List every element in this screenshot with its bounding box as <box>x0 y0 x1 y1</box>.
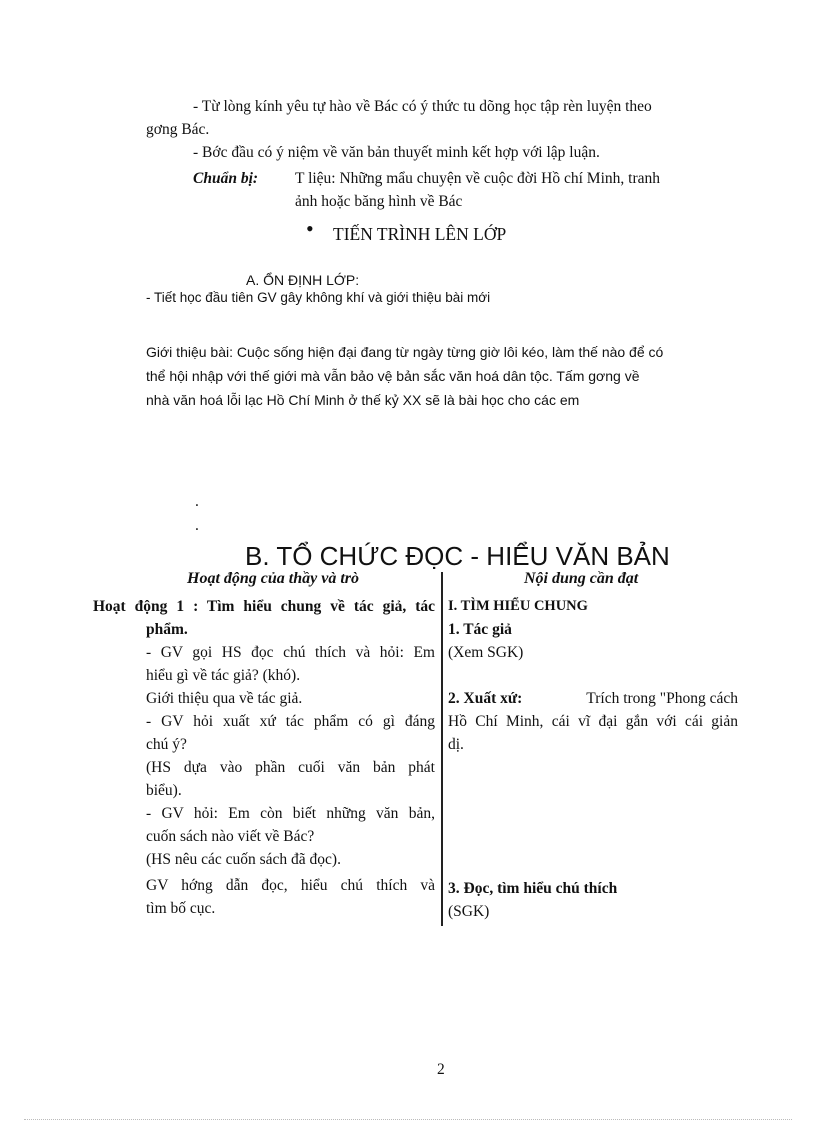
col-left-header: Hoạt động của thầy và trò <box>187 570 360 587</box>
left-line-10: (HS nêu các cuốn sách đã đọc). <box>146 851 341 868</box>
right-reading-heading: 3. Đọc, tìm hiểu chú thích <box>448 880 618 897</box>
left-line-8: - GV hỏi: Em còn biết những văn bản, <box>146 805 435 822</box>
page-bottom-rule <box>24 1119 792 1120</box>
progress-title: TIẾN TRÌNH LÊN LỚP <box>333 224 507 244</box>
prep-line-1: T liệu: Những mẩu chuyện về cuộc đời Hồ chí Minh, tranh <box>295 170 660 187</box>
intro-lesson-line-1: Giới thiệu bài: Cuộc sống hiện đại đang từ ngày từng giờ lôi kéo, làm thế nào để có <box>146 344 664 360</box>
left-line-6: (HS dựa vào phần cuối văn bản phát <box>146 759 435 776</box>
section-a-line: - Tiết học đầu tiên GV gây không khí và giới thiệu bài mới <box>146 290 491 305</box>
right-origin-text-3: dị. <box>448 736 464 753</box>
right-origin-label: 2. Xuất xứ: <box>448 690 523 707</box>
prep-line-2: ảnh hoặc băng hình về Bác <box>295 193 463 210</box>
intro-line-2: gơng Bác. <box>146 121 210 138</box>
right-reading-text: (SGK) <box>448 903 490 920</box>
left-line-4: - GV hỏi xuất xứ tác phẩm có gì đáng <box>146 713 435 730</box>
left-line-5: chú ý? <box>146 736 187 753</box>
dot-1: . <box>195 493 199 510</box>
left-line-1: - GV gọi HS đọc chú thích và hỏi: Em <box>146 644 435 661</box>
intro-line-1: - Từ lòng kính yêu tự hào về Bác có ý thức tu dõng học tập rèn luyện theo <box>193 98 652 115</box>
section-a-heading: A. ỔN ĐỊNH LỚP: <box>246 272 360 288</box>
section-b-heading: B. TỔ CHỨC ĐỌC - HIỂU VĂN BẢN <box>245 541 670 571</box>
dot-2: . <box>195 517 199 534</box>
intro-lesson-line-3: nhà văn hoá lỗi lạc Hồ Chí Minh ở thế kỷ XX sẽ là bài học cho các em <box>146 392 580 408</box>
left-line-12: tìm bố cục. <box>146 900 216 917</box>
right-origin-line <box>448 687 738 710</box>
left-line-2: hiểu gì về tác giả? (khó). <box>146 667 301 684</box>
right-origin-text-1: Trích trong "Phong cách <box>586 690 738 707</box>
right-author-text: (Xem SGK) <box>448 644 524 661</box>
bullet-icon: • <box>306 216 314 241</box>
left-line-11: GV hớng dẫn đọc, hiểu chú thích và <box>146 877 435 894</box>
left-line-9: cuốn sách nào viết về Bác? <box>146 828 315 845</box>
intro-lesson-line-2: thể hội nhập với thế giới mà vẫn bảo vệ bản sắc văn hoá dân tộc. Tấm gơng về <box>146 368 640 384</box>
prep-label: Chuẩn bị: <box>193 170 259 187</box>
page-number: 2 <box>437 1061 445 1078</box>
right-section-1: I. TÌM HIỂU CHUNG <box>448 598 588 614</box>
right-origin-text-2: Hồ Chí Minh, cái vĩ đại gắn với cái giản <box>448 713 738 730</box>
activity-1-title-cont: phẩm. <box>146 621 188 638</box>
activity-1-title: Hoạt động 1 : Tìm hiểu chung về tác giả, tác <box>93 598 435 615</box>
left-line-3: Giới thiệu qua về tác giả. <box>146 690 303 707</box>
right-author-heading: 1. Tác giả <box>448 621 512 638</box>
col-right-header: Nội dung cần đạt <box>524 570 639 587</box>
left-line-7: biểu). <box>146 782 182 799</box>
intro-line-3: - Bớc đầu có ý niệm về văn bản thuyết minh kết hợp với lập luận. <box>193 144 600 161</box>
column-divider <box>441 572 443 926</box>
